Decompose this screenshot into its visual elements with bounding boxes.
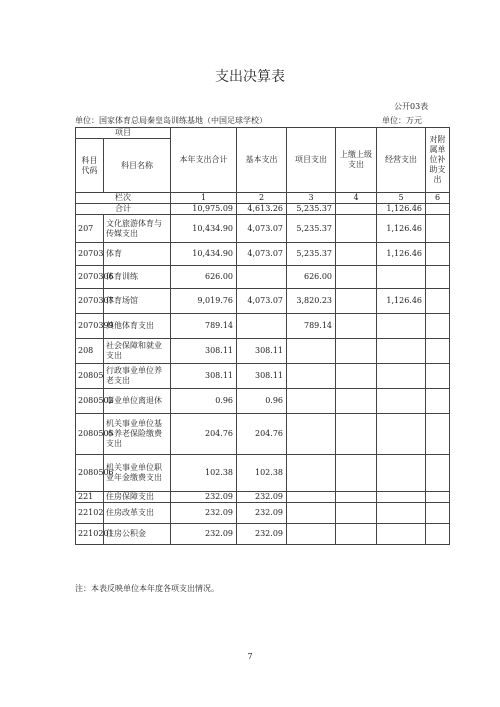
header-upper: 上缴上级支出 [336, 128, 377, 193]
cell-upper [336, 389, 377, 414]
cell-project: 789.14 [287, 314, 336, 339]
table-row [76, 314, 450, 339]
table-row [76, 364, 450, 389]
table-row [76, 503, 450, 524]
col-num: 5 [377, 193, 426, 204]
cell-code: 208 [76, 339, 104, 364]
table-row [76, 289, 450, 314]
cell-total: 10,975.09 [171, 204, 237, 215]
cell-name: 行政事业单位养老支出 [104, 364, 171, 389]
cell-upper [336, 215, 377, 243]
cell-business [377, 339, 426, 364]
cell-name: 住房公积金 [104, 524, 171, 545]
col-label: 栏次 [76, 193, 171, 204]
cell-basic: 4,073.07 [237, 289, 287, 314]
table-row [76, 524, 450, 545]
col-num: 2 [237, 193, 287, 204]
cell-total: 232.09 [171, 492, 237, 503]
cell-total: 204.76 [171, 414, 237, 455]
cell-subsidy [426, 414, 450, 455]
header-row-item [76, 128, 450, 139]
cell-name: 其他体育支出 [104, 314, 171, 339]
cell-upper [336, 364, 377, 389]
cell-project [287, 389, 336, 414]
cell-total: 232.09 [171, 503, 237, 524]
cell-code: 221 [76, 492, 104, 503]
cell-code: 2070307 [76, 289, 104, 314]
col-num: 4 [336, 193, 377, 204]
cell-basic: 232.09 [237, 503, 287, 524]
col-num: 6 [426, 193, 450, 204]
total-row [76, 204, 450, 215]
amount-unit: 单位：万元 [382, 116, 422, 125]
cell-business [377, 364, 426, 389]
cell-name: 机关事业单位基本养老保险缴费支出 [104, 414, 171, 455]
cell-total: 10,434.90 [171, 215, 237, 243]
cell-total: 0.96 [171, 389, 237, 414]
cell-total: 308.11 [171, 364, 237, 389]
table-row [76, 492, 450, 503]
cell-project [287, 492, 336, 503]
cell-code: 20805 [76, 364, 104, 389]
cell-total: 10,434.90 [171, 243, 237, 266]
cell-subsidy [426, 492, 450, 503]
cell-code: 2070306 [76, 266, 104, 289]
cell-basic: 0.96 [237, 389, 287, 414]
table-row [76, 215, 450, 243]
cell-project: 626.00 [287, 266, 336, 289]
table-row [76, 414, 450, 455]
cell-code: 20703 [76, 243, 104, 266]
cell-code: 2070399 [76, 314, 104, 339]
cell-basic [237, 266, 287, 289]
cell-subsidy [426, 243, 450, 266]
cell-project: 5,235.37 [287, 204, 336, 215]
cell-project [287, 455, 336, 492]
cell-project [287, 364, 336, 389]
table-row [76, 389, 450, 414]
header-business: 经营支出 [377, 128, 426, 193]
cell-subsidy [426, 204, 450, 215]
cell-total: 308.11 [171, 339, 237, 364]
cell-business [377, 314, 426, 339]
cell-upper [336, 339, 377, 364]
header-code: 科目代码 [76, 139, 104, 193]
col-num: 1 [171, 193, 237, 204]
cell-business [377, 455, 426, 492]
cell-basic: 308.11 [237, 364, 287, 389]
cell-subsidy [426, 364, 450, 389]
cell-upper [336, 266, 377, 289]
cell-name: 体育训练 [104, 266, 171, 289]
cell-basic: 204.76 [237, 414, 287, 455]
cell-project [287, 503, 336, 524]
cell-name: 住房保障支出 [104, 492, 171, 503]
table-row [76, 266, 450, 289]
cell-subsidy [426, 289, 450, 314]
cell-upper [336, 289, 377, 314]
header-project: 项目支出 [287, 128, 336, 193]
cell-business [377, 492, 426, 503]
page-number: 7 [247, 652, 253, 661]
cell-business: 1,126.46 [377, 243, 426, 266]
cell-total: 232.09 [171, 524, 237, 545]
cell-basic: 4,073.07 [237, 215, 287, 243]
cell-code: 2080505 [76, 414, 104, 455]
total-label: 合计 [76, 204, 171, 215]
cell-basic: 102.38 [237, 455, 287, 492]
header-total: 本年支出合计 [171, 128, 237, 193]
header-item: 项目 [76, 128, 171, 139]
cell-business [377, 414, 426, 455]
cell-name: 机关事业单位职业年金缴费支出 [104, 455, 171, 492]
cell-business [377, 266, 426, 289]
cell-subsidy [426, 503, 450, 524]
table-row [76, 339, 450, 364]
cell-subsidy [426, 455, 450, 492]
cell-name: 文化旅游体育与传媒支出 [104, 215, 171, 243]
cell-project: 3,820.23 [287, 289, 336, 314]
cell-subsidy [426, 524, 450, 545]
cell-business: 1,126.46 [377, 204, 426, 215]
cell-business: 1,126.46 [377, 215, 426, 243]
cell-code: 22102 [76, 503, 104, 524]
cell-subsidy [426, 339, 450, 364]
cell-code: 2080506 [76, 455, 104, 492]
page-title: 支出决算表 [215, 69, 285, 85]
cell-name: 社会保障和就业支出 [104, 339, 171, 364]
cell-upper [336, 524, 377, 545]
footnote: 注：本表反映单位本年度各项支出情况。 [75, 584, 219, 593]
cell-business [377, 389, 426, 414]
cell-business: 1,126.46 [377, 289, 426, 314]
cell-subsidy [426, 266, 450, 289]
unit-label: 单位：国家体育总局秦皇岛训练基地（中国足球学校） [75, 116, 267, 125]
cell-project [287, 339, 336, 364]
cell-basic [237, 314, 287, 339]
cell-upper [336, 503, 377, 524]
cell-upper [336, 314, 377, 339]
cell-name: 体育 [104, 243, 171, 266]
header-subsidy: 对附属单位补助支出 [426, 128, 450, 193]
cell-project: 5,235.37 [287, 243, 336, 266]
cell-name: 体育场馆 [104, 289, 171, 314]
table-row [76, 455, 450, 492]
cell-total: 789.14 [171, 314, 237, 339]
table-row [76, 243, 450, 266]
cell-code: 2080502 [76, 389, 104, 414]
cell-upper [336, 455, 377, 492]
cell-total: 626.00 [171, 266, 237, 289]
cell-basic: 232.09 [237, 492, 287, 503]
cell-basic: 4,073.07 [237, 243, 287, 266]
cell-basic: 232.09 [237, 524, 287, 545]
cell-upper [336, 414, 377, 455]
cell-basic: 4,613.26 [237, 204, 287, 215]
cell-code: 207 [76, 215, 104, 243]
cell-basic: 308.11 [237, 339, 287, 364]
cell-name: 事业单位离退休 [104, 389, 171, 414]
form-code: 公开03表 [394, 102, 429, 111]
cell-business [377, 524, 426, 545]
cell-subsidy [426, 314, 450, 339]
column-number-row [76, 193, 450, 204]
cell-upper [336, 243, 377, 266]
cell-project [287, 414, 336, 455]
cell-subsidy [426, 389, 450, 414]
expenditure-table [75, 127, 450, 545]
cell-project: 5,235.37 [287, 215, 336, 243]
cell-project [287, 524, 336, 545]
cell-upper [336, 492, 377, 503]
cell-business [377, 503, 426, 524]
cell-subsidy [426, 215, 450, 243]
cell-code: 2210201 [76, 524, 104, 545]
col-num: 3 [287, 193, 336, 204]
header-basic: 基本支出 [237, 128, 287, 193]
cell-total: 9,019.76 [171, 289, 237, 314]
cell-upper [336, 204, 377, 215]
header-name: 科目名称 [104, 139, 171, 193]
cell-name: 住房改革支出 [104, 503, 171, 524]
cell-total: 102.38 [171, 455, 237, 492]
